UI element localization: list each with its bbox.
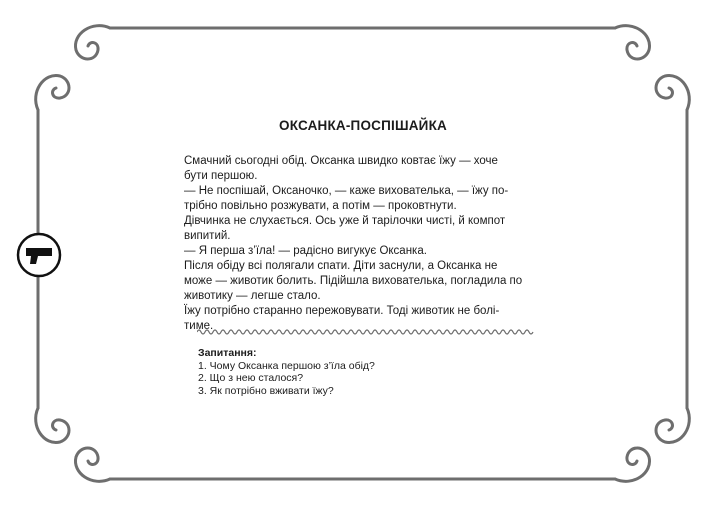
curl-ornament-icon (615, 408, 689, 481)
question-item: 1. Чому Оксанка першою з’їла обід? (198, 359, 375, 372)
story-line: Їжу потрібно старанно пережовувати. Тоді животик не болі- (184, 305, 500, 317)
story-line: може — животик болить. Підійшла вихователька, погладила по (184, 275, 523, 287)
story-title: ОКСАНКА-ПОСПІШАЙКА (279, 118, 447, 133)
curl-ornament-icon (615, 26, 689, 110)
story-text (184, 154, 555, 334)
questions-heading: Запитання: (198, 347, 257, 359)
story-line: Смачний сьогодні обід. Оксанка швидко ковтає їжу — хоче (184, 155, 498, 167)
story-line: — Я перша з’їла! — радісно вигукує Оксанка. (184, 245, 427, 257)
story-line: бути першою. (184, 170, 258, 182)
wavy-divider (197, 326, 537, 338)
story-line: тиме. (184, 320, 214, 332)
questions-block (198, 347, 538, 397)
curl-ornament-icon (36, 26, 110, 110)
story-line: трібно повільно розжувати, а потім — проковтнути. (184, 200, 457, 212)
question-item: 2. Що з нею сталося? (198, 372, 304, 385)
pistol-marker-icon (16, 232, 62, 278)
story-line: животику — легше стало. (184, 290, 321, 302)
story-line: — Не поспішай, Оксаночко, — каже вихователька, — їжу по- (184, 185, 509, 197)
story-line: випитий. (184, 230, 231, 242)
story-line: Після обіду всі полягали спати. Діти заснули, а Оксанка не (184, 260, 498, 272)
curl-ornament-icon (36, 408, 110, 481)
story-line: Дівчинка не слухається. Ось уже й тарілочки чисті, й компот (184, 215, 506, 227)
question-item: 3. Як потрібно вживати їжу? (198, 384, 334, 397)
